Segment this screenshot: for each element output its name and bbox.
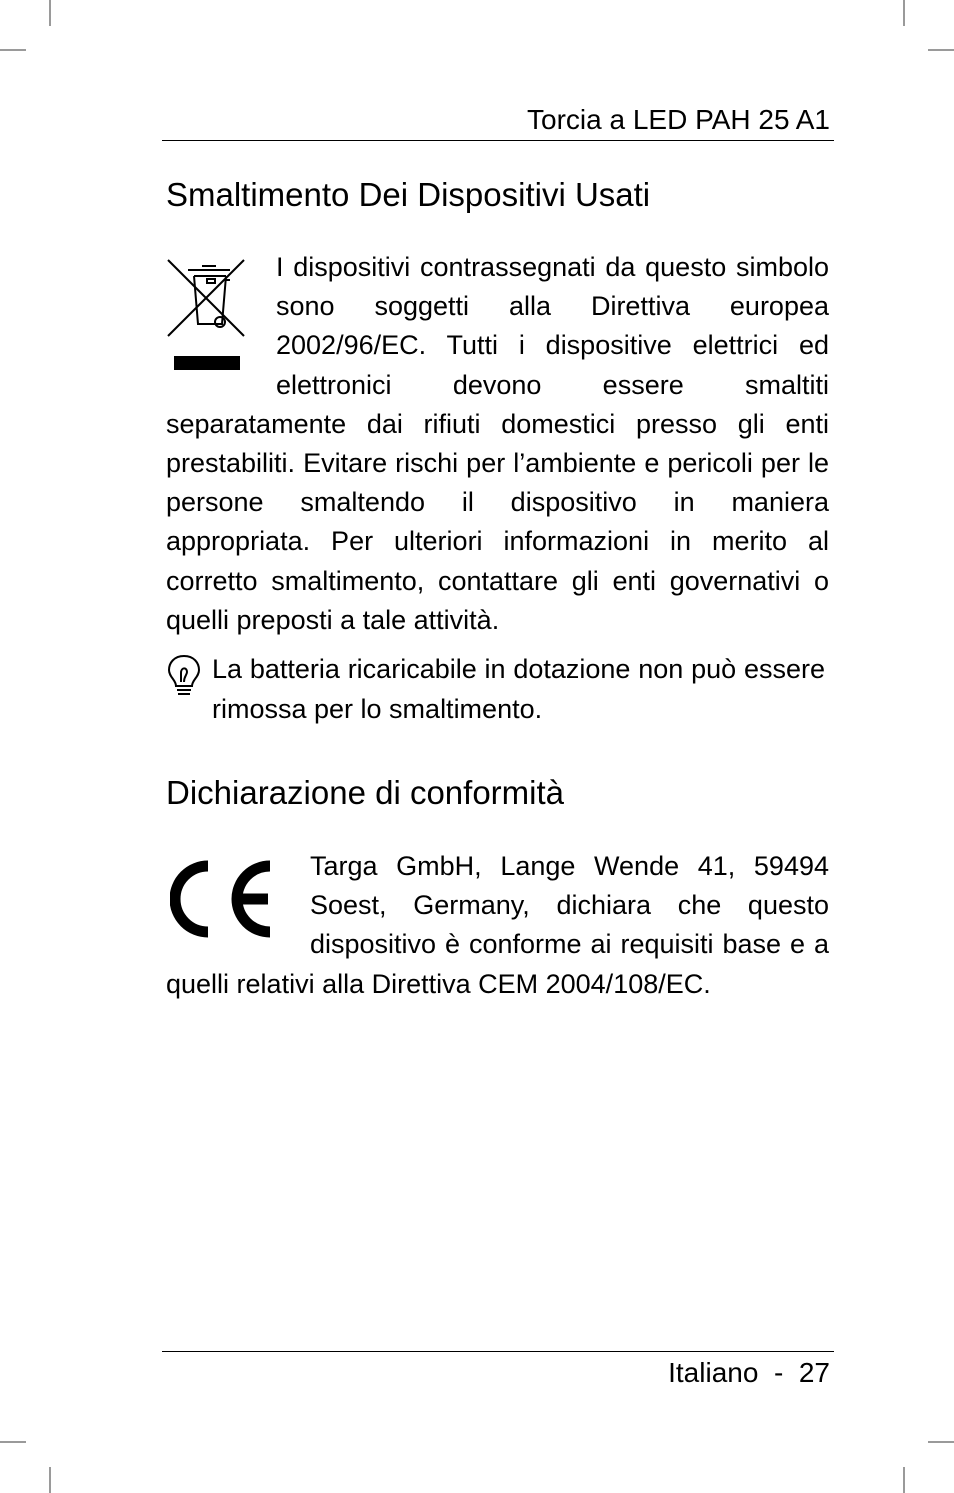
conformity-paragraph bbox=[166, 847, 829, 1004]
disposal-text: I dispositivi contrassegnati da questo simbolo sono soggetti alla Direttiva europea 2002/96/EC. Tutti i dispositive elettrici ed elettronici devono essere smaltiti separatamente dai rifiuti domestici presso gli enti prestabiliti. Evitare rischi per l’ambiente e pericoli per le persone smaltendo il dispositivo in maniera appropriata. Per ulteriori informazioni in merito al corretto smaltimento, contattare gli enti governativi o quelli preposti a tale attività. bbox=[166, 252, 829, 635]
crop-mark bbox=[903, 1467, 905, 1493]
page-footer: Italiano - 27 bbox=[668, 1357, 830, 1388]
disposal-heading: Smaltimento Dei Dispositivi Usati bbox=[166, 176, 651, 213]
header-rule bbox=[162, 140, 834, 141]
crop-mark bbox=[49, 1467, 51, 1493]
crop-mark bbox=[0, 1441, 26, 1443]
crop-mark bbox=[928, 49, 954, 51]
tip-note bbox=[166, 649, 829, 729]
crop-mark bbox=[928, 1441, 954, 1443]
crop-mark bbox=[49, 0, 51, 26]
ce-mark-icon bbox=[170, 859, 278, 939]
crop-mark bbox=[903, 0, 905, 26]
lightbulb-icon bbox=[166, 653, 202, 697]
crop-mark bbox=[0, 49, 26, 51]
conformity-heading: Dichiarazione di conformità bbox=[166, 774, 565, 811]
weee-crossed-bin-icon bbox=[166, 258, 248, 382]
conformity-text: Targa GmbH, Lange Wende 41, 59494 Soest, Germany, dichiara che questo dispositivo è conforme ai requisiti base e a quelli relativi alla Direttiva CEM 2004/108/EC. bbox=[166, 851, 829, 999]
disposal-paragraph bbox=[166, 248, 829, 640]
footer-rule bbox=[162, 1351, 834, 1352]
running-header: Torcia a LED PAH 25 A1 bbox=[527, 104, 830, 135]
tip-text: La batteria ricaricabile in dotazione non può essere rimossa per lo smaltimento. bbox=[212, 654, 825, 724]
